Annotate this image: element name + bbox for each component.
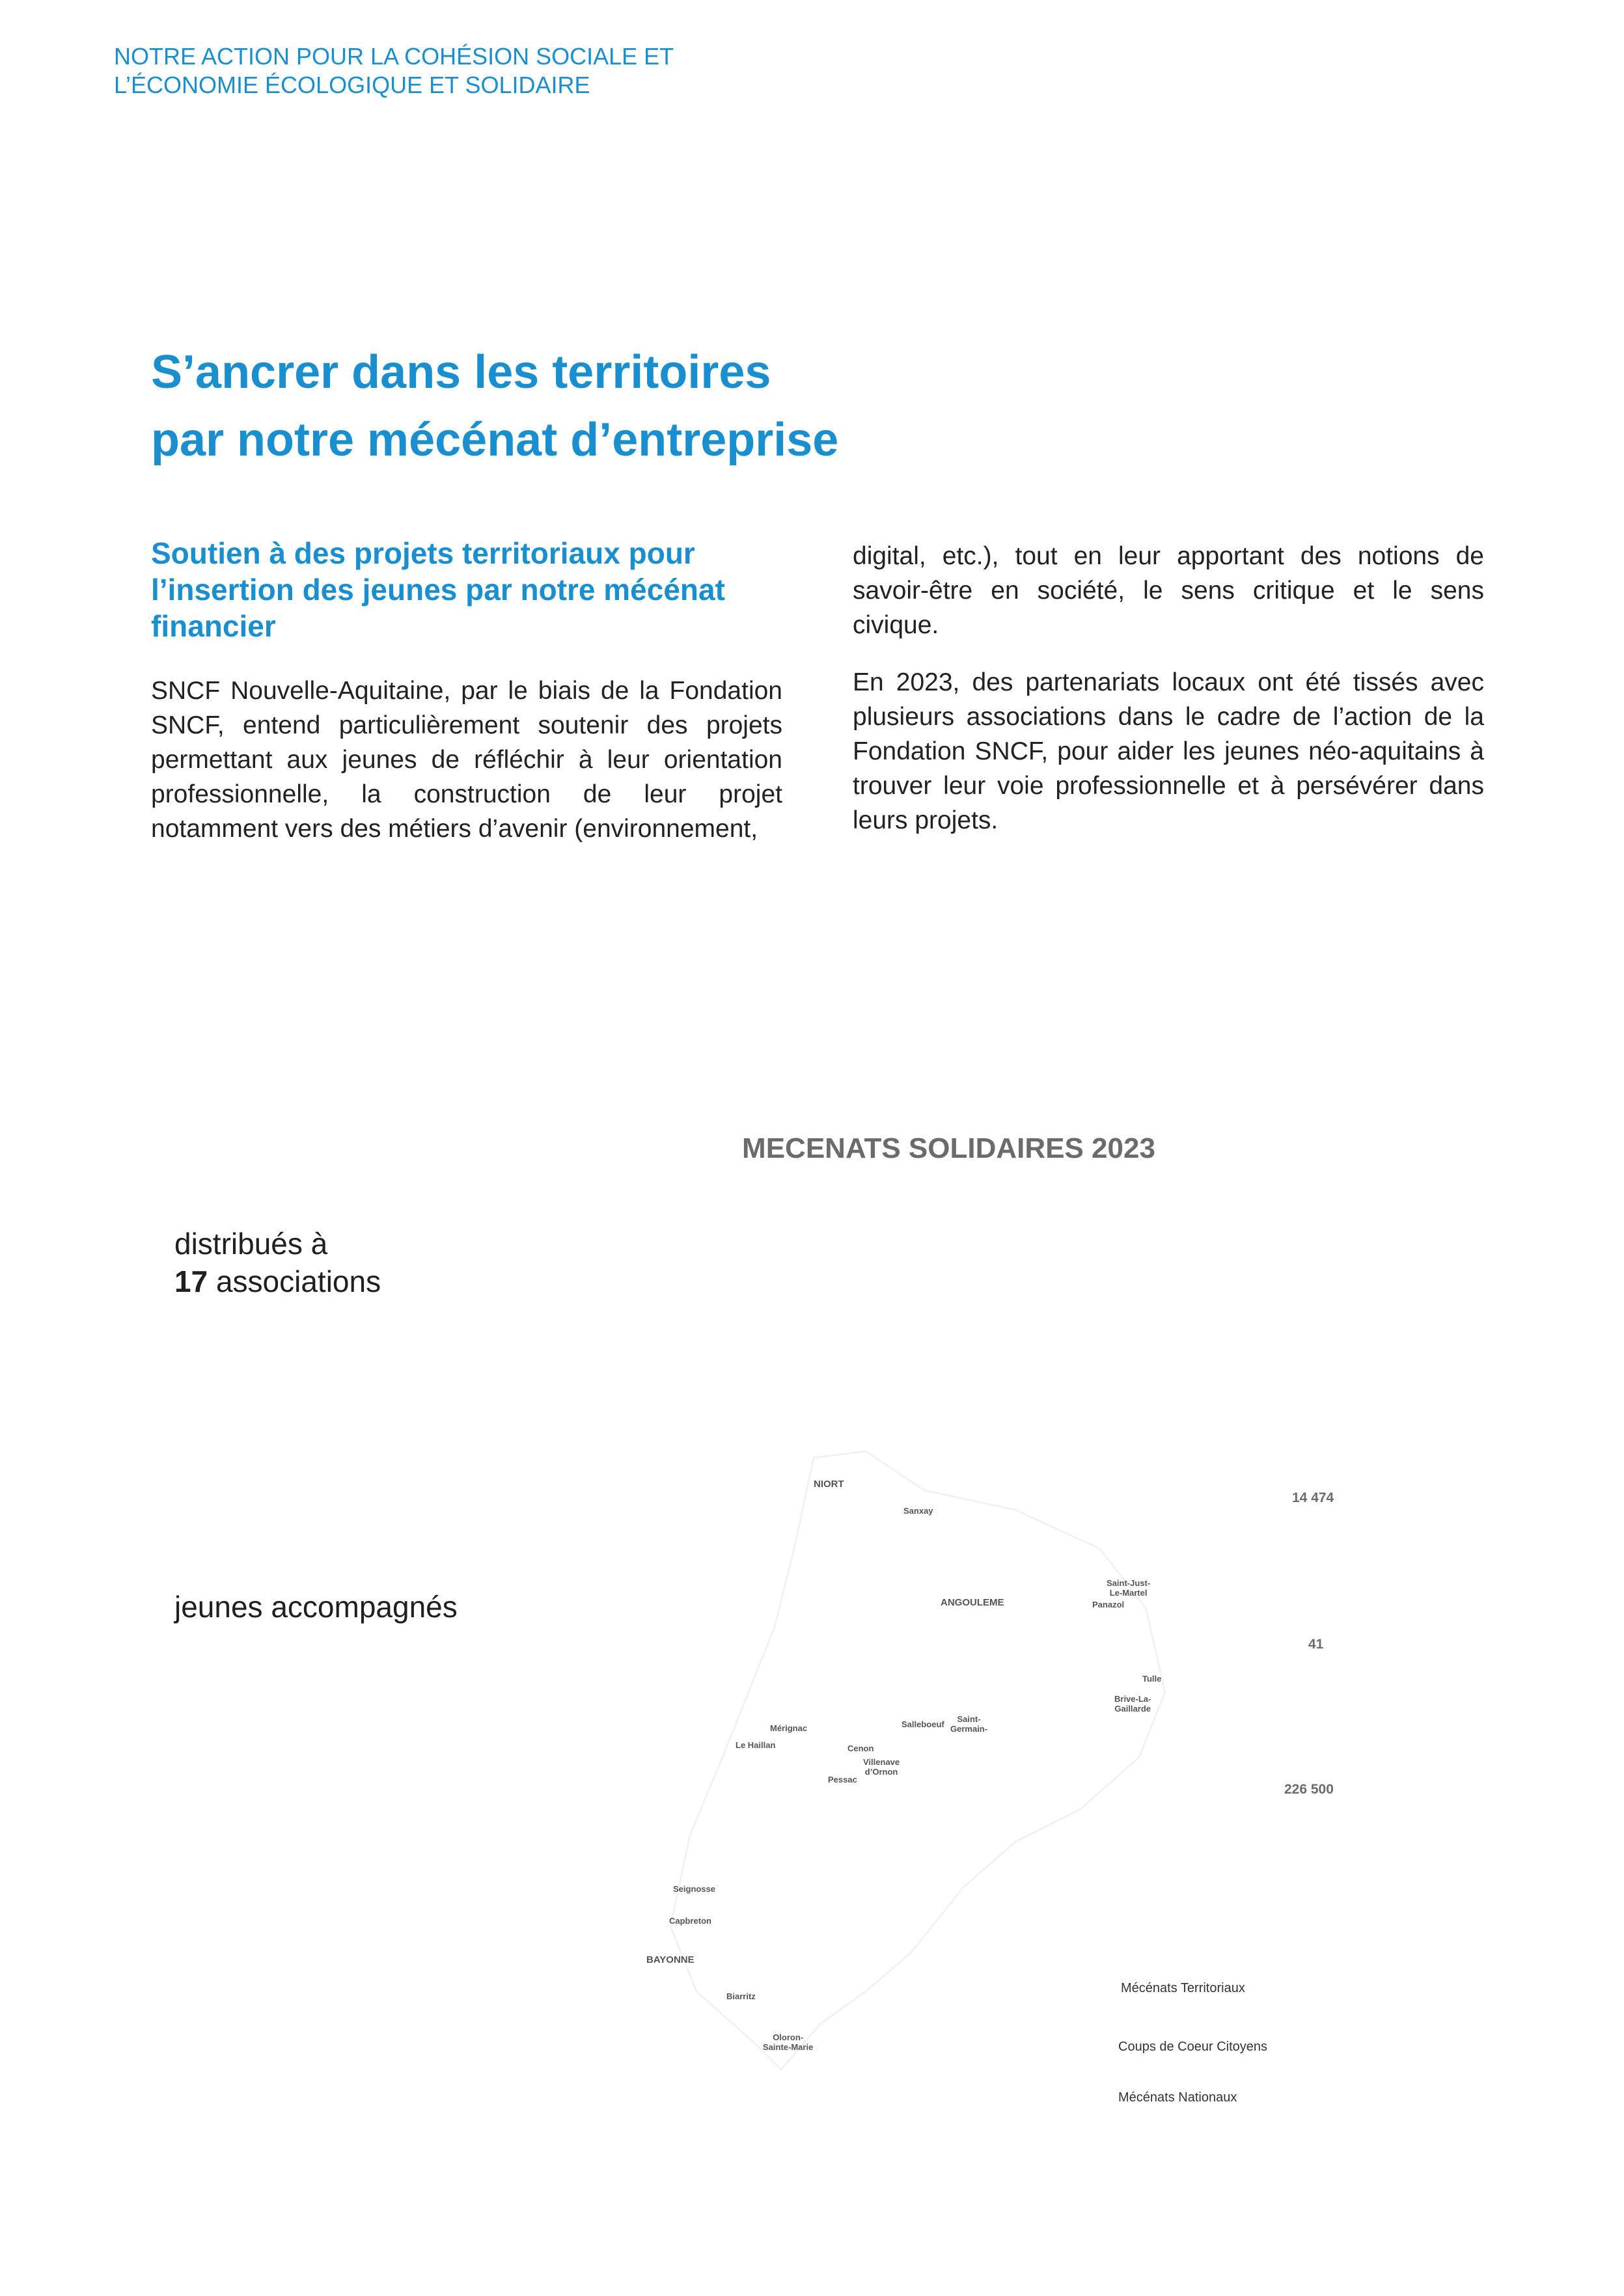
stat-associations-number: 17 — [174, 1264, 208, 1298]
legend-mecenats-territoriaux: Mécénats Territoriaux — [1121, 1981, 1245, 1995]
city-merignac: Mérignac — [770, 1723, 808, 1733]
city-villenave-dornon — [863, 1757, 900, 1777]
city-bayonne: BAYONNE — [646, 1954, 695, 1965]
city-brive-line1: Brive-La- — [1114, 1694, 1151, 1704]
page-title-line2: par notre mécénat d’entreprise — [151, 414, 839, 466]
city-saint-germain-line2: Germain- — [950, 1724, 988, 1734]
city-angouleme: ANGOULEME — [941, 1597, 1004, 1608]
city-saint-just-le-martel — [1107, 1578, 1150, 1598]
city-oloron-sainte-marie — [763, 2032, 813, 2052]
city-villenave-line2: d’Ornon — [864, 1767, 898, 1777]
city-capbreton: Capbreton — [669, 1916, 711, 1926]
city-brive-la-gaillarde — [1114, 1694, 1151, 1714]
paragraph-continued: digital, etc.), tout en leur apportant des notions de savoir-être en société, le sens critique et le sens civique. — [853, 542, 1484, 639]
figure-41: 41 — [1308, 1637, 1324, 1652]
city-le-haillan: Le Haillan — [736, 1740, 776, 1750]
section-header-line1: NOTRE ACTION POUR LA COHÉSION SOCIALE ET — [114, 43, 674, 70]
legend-coups-de-coeur-citoyens: Coups de Coeur Citoyens — [1118, 2040, 1268, 2054]
city-seignosse: Seignosse — [673, 1884, 716, 1894]
stat-youth: jeunes accompagnés — [174, 1590, 458, 1624]
city-sanxay: Sanxay — [903, 1506, 933, 1516]
paragraph-partnerships: En 2023, des partenariats locaux ont été tissés avec plusieurs associations dans le cadre de l’action de la Fondation SNCF, pour aider les jeunes néo-aquitains à trouver leur voie professionnelle et à persévérer dans leurs projets. — [853, 668, 1484, 834]
region-outline — [670, 1451, 1165, 2070]
figure-14474: 14 474 — [1292, 1490, 1334, 1505]
city-oloron-line1: Oloron- — [773, 2032, 804, 2042]
city-villenave-line1: Villenave — [863, 1757, 900, 1767]
page-title-line1: S’ancrer dans les territoires — [151, 346, 771, 398]
city-niort: NIORT — [814, 1479, 844, 1490]
section-subtitle: Soutien à des projets territoriaux pour l’insertion des jeunes par notre mécénat financier — [151, 536, 725, 643]
city-saint-germain — [950, 1714, 987, 1734]
city-salleboeuf: Salleboeuf — [901, 1719, 944, 1729]
stat-associations-label: distribués à — [174, 1227, 328, 1261]
legend-mecenats-nationaux: Mécénats Nationaux — [1118, 2090, 1237, 2105]
figure-226500: 226 500 — [1284, 1782, 1334, 1797]
city-brive-line2: Gaillarde — [1114, 1704, 1151, 1714]
city-tulle: Tulle — [1142, 1674, 1162, 1684]
section-header-line2: L’ÉCONOMIE ÉCOLOGIQUE ET SOLIDAIRE — [114, 72, 590, 98]
city-saint-just-line2: Le-Martel — [1109, 1588, 1148, 1598]
city-cenon: Cenon — [847, 1743, 874, 1753]
stat-associations-unit: associations — [215, 1264, 381, 1298]
city-oloron-line2: Sainte-Marie — [763, 2042, 814, 2052]
city-saint-just-line1: Saint-Just- — [1107, 1578, 1151, 1588]
paragraph-intro: SNCF Nouvelle-Aquitaine, par le biais de la Fondation SNCF, entend particulièrement soutenir des projets permettant aux jeunes de réfléchir à leur orientation professionnelle, la construction de leur projet notamment vers des métiers d’avenir (environnement, — [151, 677, 782, 843]
city-biarritz: Biarritz — [726, 1991, 756, 2001]
city-pessac: Pessac — [828, 1775, 857, 1784]
city-saint-germain-line1: Saint- — [957, 1714, 981, 1724]
city-panazol: Panazol — [1092, 1600, 1125, 1609]
infographic-title: MECENATS SOLIDAIRES 2023 — [742, 1132, 1155, 1164]
